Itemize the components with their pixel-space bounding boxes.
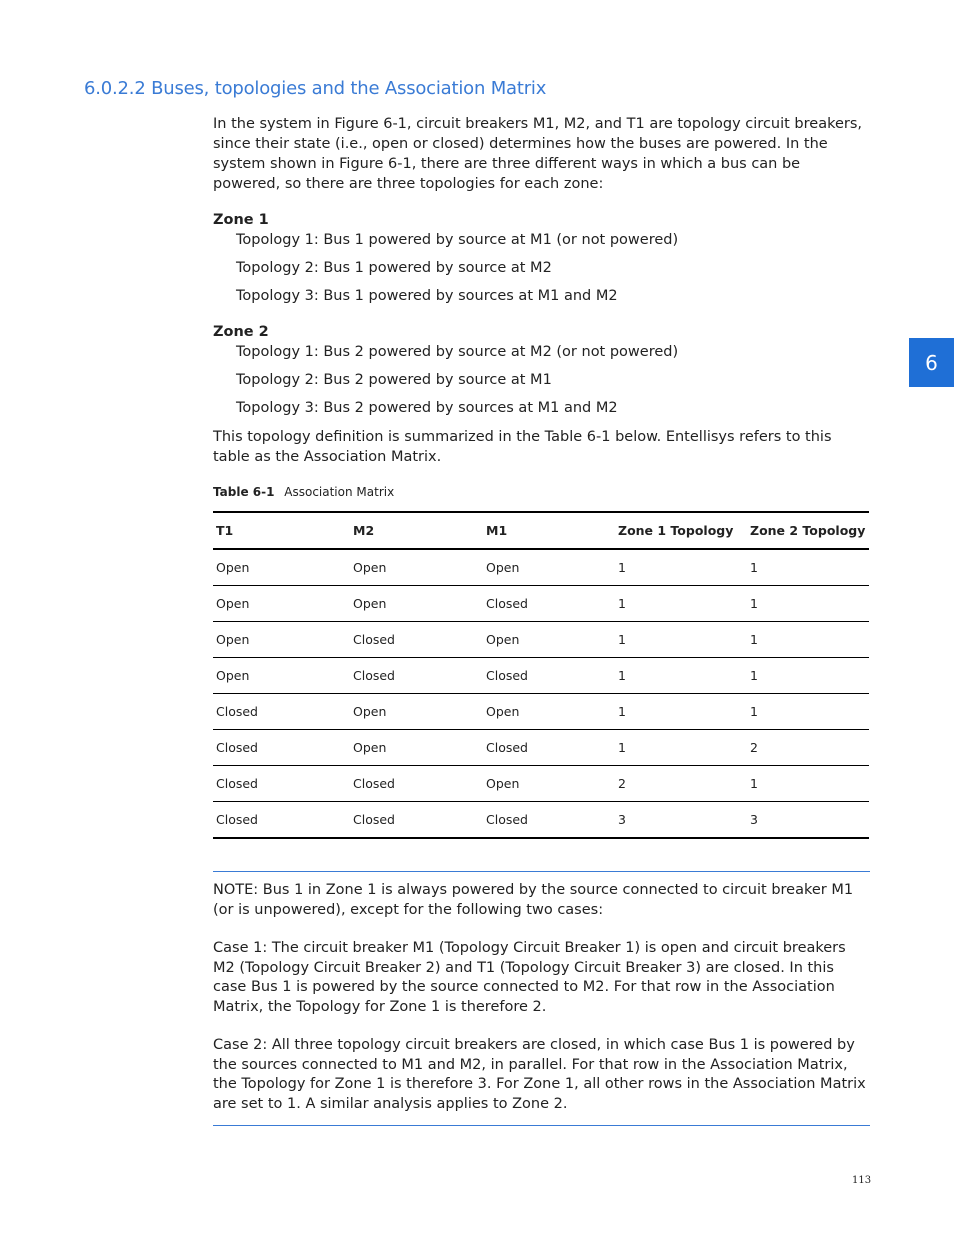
table-cell: Open xyxy=(483,622,615,658)
column-header: Zone 1 Topology xyxy=(615,512,747,549)
table-cell: Open xyxy=(483,549,615,586)
table-row xyxy=(213,549,869,586)
table-cell: 2 xyxy=(615,766,747,802)
table-cell: Closed xyxy=(213,694,350,730)
table-cell: 3 xyxy=(615,802,747,839)
zone-1-block xyxy=(213,210,870,314)
table-caption-title: Association Matrix xyxy=(284,485,395,499)
note-box xyxy=(213,871,870,1126)
table-cell: Closed xyxy=(350,766,483,802)
table-cell: Open xyxy=(350,694,483,730)
table-cell: Closed xyxy=(483,658,615,694)
zone-2-block xyxy=(213,322,870,426)
section-heading: 6.0.2.2 Buses, topologies and the Association Matrix xyxy=(84,78,547,99)
note-intro: NOTE: Bus 1 in Zone 1 is always powered by the source connected to circuit breaker M1 (or is unpowered), except for the following two cases: xyxy=(213,882,854,918)
note-case-1: Case 1: The circuit breaker M1 (Topology Circuit Breaker 1) is open and circuit breakers M2 (Topology Circuit Breaker 2) and T1 (Topology Circuit Breaker 3) are closed. In this case Bus 1 is powered by the source connected to M2. For that row in the Association Matrix, the Topology for Zone 1 is therefore 2. xyxy=(213,940,846,1015)
table-row xyxy=(213,802,869,839)
table-row xyxy=(213,730,869,766)
table-cell: 1 xyxy=(747,586,869,622)
table-cell: 1 xyxy=(747,622,869,658)
table-row xyxy=(213,766,869,802)
table-cell: 1 xyxy=(747,766,869,802)
column-header: T1 xyxy=(213,512,350,549)
table-row xyxy=(213,694,869,730)
table-cell: 1 xyxy=(615,586,747,622)
summary-paragraph: This topology definition is summarized in the Table 6-1 below. Entellisys refers to this table as the Association Matrix. xyxy=(213,429,832,465)
table-cell: Open xyxy=(350,586,483,622)
column-header: Zone 2 Topology xyxy=(747,512,869,549)
table-cell: 1 xyxy=(747,549,869,586)
table-cell: 1 xyxy=(615,658,747,694)
table-cell: Open xyxy=(483,694,615,730)
table-cell: Open xyxy=(350,549,483,586)
zone-1-topology-2: Topology 2: Bus 1 powered by source at M2 xyxy=(236,260,552,276)
table-row xyxy=(213,586,869,622)
table-row xyxy=(213,622,869,658)
zone-1-topology-1: Topology 1: Bus 1 powered by source at M1 (or not powered) xyxy=(236,232,679,248)
table-cell: Closed xyxy=(483,730,615,766)
table-cell: Open xyxy=(213,658,350,694)
table-cell: 1 xyxy=(615,694,747,730)
table-caption-label: Table 6-1 xyxy=(213,485,275,499)
zone-1-title: Zone 1 xyxy=(213,212,269,228)
table-cell: Closed xyxy=(213,766,350,802)
intro-block xyxy=(213,114,870,194)
table-cell: Closed xyxy=(483,586,615,622)
table-caption xyxy=(213,485,870,499)
table-cell: Closed xyxy=(350,658,483,694)
table-cell: 1 xyxy=(615,549,747,586)
table-cell: Open xyxy=(213,622,350,658)
table-cell: 1 xyxy=(747,658,869,694)
table-cell: Closed xyxy=(213,802,350,839)
zone-2-topology-2: Topology 2: Bus 2 powered by source at M1 xyxy=(236,372,552,388)
column-header: M1 xyxy=(483,512,615,549)
table-cell: Closed xyxy=(350,802,483,839)
table-cell: Open xyxy=(350,730,483,766)
page-number: 113 xyxy=(852,1175,872,1186)
chapter-tab: 6 xyxy=(909,338,954,387)
zone-2-topology-3: Topology 3: Bus 2 powered by sources at M1 and M2 xyxy=(236,400,618,416)
column-header: M2 xyxy=(350,512,483,549)
table-cell: Closed xyxy=(483,802,615,839)
table-cell: 1 xyxy=(615,730,747,766)
zone-2-title: Zone 2 xyxy=(213,324,269,340)
table-cell: Open xyxy=(213,586,350,622)
table-cell: 2 xyxy=(747,730,869,766)
zone-2-topology-1: Topology 1: Bus 2 powered by source at M2 (or not powered) xyxy=(236,344,679,360)
table-cell: 1 xyxy=(615,622,747,658)
zone-1-topology-3: Topology 3: Bus 1 powered by sources at M1 and M2 xyxy=(236,288,618,304)
intro-paragraph: In the system in Figure 6-1, circuit breakers M1, M2, and T1 are topology circuit breakers, since their state (i.e., open or closed) determines how the buses are powered. In the system shown in Figure 6-1, there are three different ways in which a bus can be powered, so there are three topologies for each zone: xyxy=(213,116,863,192)
table-cell: 3 xyxy=(747,802,869,839)
summary-block xyxy=(213,427,870,467)
note-case-2: Case 2: All three topology circuit breakers are closed, in which case Bus 1 is powered by the sources connected to M1 and M2, in parallel. For that row in the Association Matrix, the Topology for Zone 1 is therefore 3. For Zone 1, all other rows in the Association Matrix are set to 1. A similar analysis applies to Zone 2. xyxy=(213,1037,866,1112)
table-cell: Open xyxy=(213,549,350,586)
table-header-row xyxy=(213,512,869,549)
table-row xyxy=(213,658,869,694)
table-cell: Open xyxy=(483,766,615,802)
table-cell: Closed xyxy=(213,730,350,766)
table-cell: Closed xyxy=(350,622,483,658)
association-matrix-table xyxy=(213,511,869,839)
table-cell: 1 xyxy=(747,694,869,730)
